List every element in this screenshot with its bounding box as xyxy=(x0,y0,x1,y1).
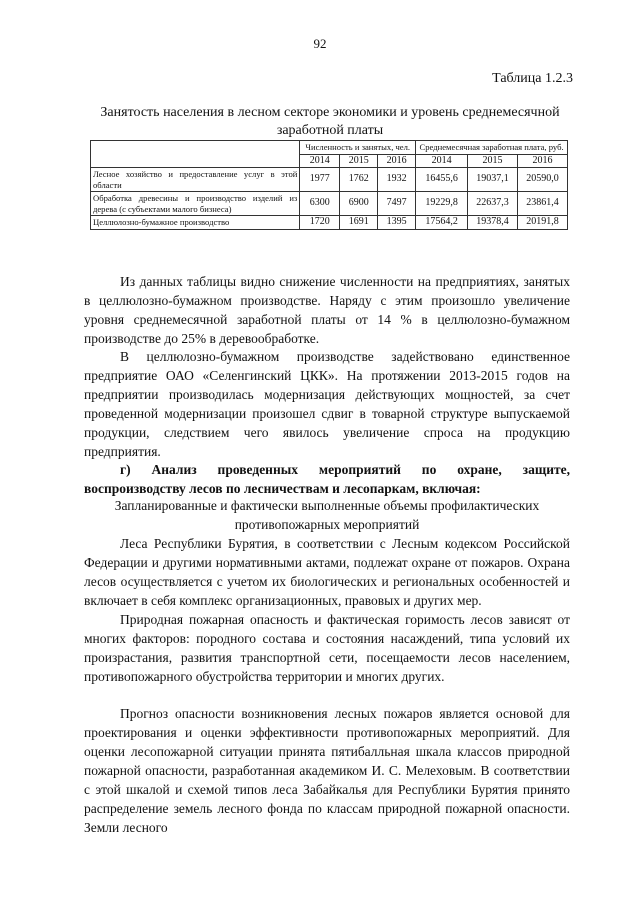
table-cell: 16455,6 xyxy=(416,168,468,192)
section-heading: г) Анализ проведенных мероприятий по охране, защите, воспроизводству лесов по лесничествам и лесопаркам, включая: xyxy=(84,462,570,496)
table-cell: 17564,2 xyxy=(416,216,468,230)
year-cell: 2015 xyxy=(468,154,518,168)
year-cell: 2015 xyxy=(340,154,378,168)
table-cell: 1977 xyxy=(300,168,340,192)
table-title: Занятость населения в лесном секторе экономики и уровень среднемесячной заработной платы xyxy=(100,105,560,138)
employment-table xyxy=(90,140,568,230)
paragraph-fire-forecast: Прогноз опасности возникновения лесных пожаров является основой для проектирования и оценки эффективности противопожарных мероприятий. Для оценки лесопожарной ситуации принята пятибалльная шкала классов природной пожарной опасности, разработанная академиком И. С. Мелеховым. В соответствии с этой шкалой и схемой типов леса Забайкалья для Республики Бурятия принято распределение земель лесного фонда по классам природной пожарной опасности. Земли лесного xyxy=(84,706,570,835)
table-cell: 6900 xyxy=(340,192,378,216)
table-header-row xyxy=(91,141,568,155)
row-label: Целлюлозно-бумажное производство xyxy=(91,216,300,230)
table-cell: 19037,1 xyxy=(468,168,518,192)
year-cell: 2016 xyxy=(378,154,416,168)
table-cell: 19378,4 xyxy=(468,216,518,230)
year-cell: 2016 xyxy=(518,154,568,168)
table-row xyxy=(91,216,568,230)
year-cell: 2014 xyxy=(416,154,468,168)
paragraph-table-analysis: Из данных таблицы видно снижение численности на предприятиях, занятых в целлюлозно-бумажном производстве. Наряду с этим произошло увеличение уровня среднемесячной заработной платы от 14 % в целлюлозно-бумажном производстве до 25% в деревообработке. xyxy=(84,274,570,346)
table-row xyxy=(91,168,568,192)
paragraph-forest-protection: Леса Республики Бурятия, в соответствии с Лесным кодексом Российской Федерации и другими нормативными актами, подлежат охране от пожаров. Охрана лесов осуществляется с учетом их биологических и региональных особенностей и включает в себя комплекс организационных, правовых и других мер. xyxy=(84,536,570,608)
table-cell: 20191,8 xyxy=(518,216,568,230)
row-label: Лесное хозяйство и предоставление услуг в этой области xyxy=(91,168,300,192)
table-cell: 1932 xyxy=(378,168,416,192)
table-cell: 6300 xyxy=(300,192,340,216)
table-cell: 23861,4 xyxy=(518,192,568,216)
col-group-employment: Численность и занятых, чел. xyxy=(300,141,416,155)
col-group-salary: Среднемесячная заработная плата, руб. xyxy=(416,141,568,155)
page-number: 92 xyxy=(313,36,327,51)
table-row xyxy=(91,192,568,216)
table-cell: 19229,8 xyxy=(416,192,468,216)
table-cell: 1691 xyxy=(340,216,378,230)
table-cell: 1762 xyxy=(340,168,378,192)
table-cell: 1395 xyxy=(378,216,416,230)
table-cell: 1720 xyxy=(300,216,340,230)
year-cell: 2014 xyxy=(300,154,340,168)
table-cell: 20590,0 xyxy=(518,168,568,192)
paragraph-pulp-enterprise: В целлюлозно-бумажном производстве задействовано единственное предприятие ОАО «Селенгинский ЦКК». На протяжении 2013-2015 годов на предприятии производилась модернизация действующих мощностей, за счет проведенной модернизации произошел сдвиг в товарной структуре выпускаемой продукции, следствием чего явилось увеличение спроса на продукцию предприятия. xyxy=(84,349,570,459)
table-corner-cell xyxy=(91,141,300,168)
table-label: Таблица 1.2.3 xyxy=(492,71,573,86)
table-cell: 7497 xyxy=(378,192,416,216)
row-label: Обработка древесины и производство изделий из дерева (с субъектами малого бизнеса) xyxy=(91,192,300,216)
section-subheading: Запланированные и фактически выполненные объемы профилактических противопожарных мероприятий xyxy=(114,498,540,532)
table-cell: 22637,3 xyxy=(468,192,518,216)
paragraph-fire-factors: Природная пожарная опасность и фактическая горимость лесов зависят от многих факторов: породного состава и состояния насаждений, типа условий их произрастания, развития транспортной сети, посещаемости лесов населением, противопожарного обустройства территории и многих других. xyxy=(84,612,570,684)
